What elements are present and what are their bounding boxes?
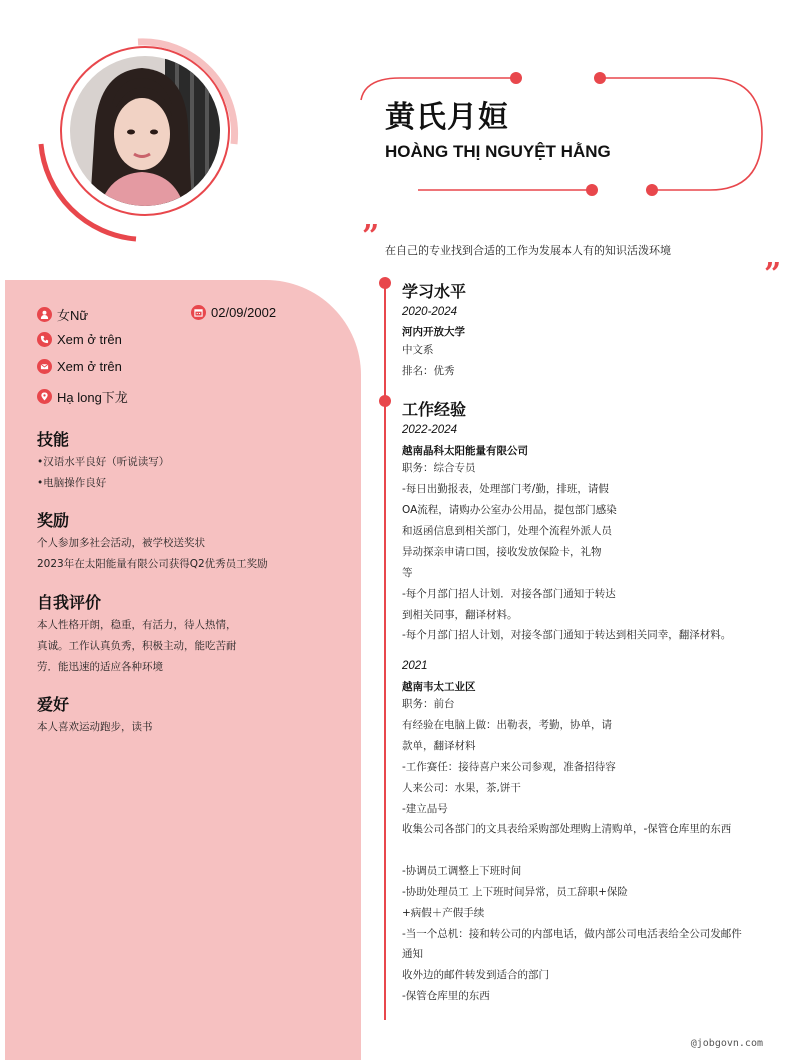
timeline-dot [379,277,391,289]
phone-icon [37,332,52,347]
calendar-icon [191,305,206,320]
phone-value: Xem ở trên [57,332,122,347]
info-gender [37,305,88,324]
job-line: -工作赛任：接待喜户来公司参观，准备招待容 [402,761,616,773]
timeline-line [384,282,386,1020]
job-line: 异动探亲申请口国，接收发放保险卡，礼物 [402,546,602,558]
job-line: -每个月部门招人计划，对接冬部门通知于转达到相关同幸，翻泽材料。 [402,629,732,641]
job-line: -建立品号 [402,803,448,815]
quote-open-icon: ” [362,219,380,254]
email-value: Xem ở trên [57,359,122,374]
job-line: -每日出勤报表，处理部门考/勤，排班，请假 [402,483,609,495]
job-period: 2022-2024 [402,424,457,436]
hobbies-heading: 爱好 [37,695,70,714]
education-line: 中文系 [402,344,434,356]
skill-item: •电脑操作良好 [37,477,107,489]
watermark: @jobgovn.com [690,1038,763,1049]
quote-close-icon: ” [764,257,782,292]
job-line: 收集公司各部门的文具表给采购部处理购上清购单，-保管仓库里的东西 [402,823,732,835]
job-line: -当一个总机：接和转公司的内部电话，做内部公司电活表给全公司发邮件 [402,928,742,940]
job-line: 通知 [402,948,423,960]
hobbies-text: 本人喜欢运动跑步，读书 [37,721,153,733]
job-line: 和返函信息到相关部门，处理个流程外派人员 [402,525,612,537]
job-line: -协助处理员工 上下班时间异常，员工辞职+保险 [402,886,628,898]
job-line: OA流程，请购办公室办公用品，提包部门感染 [402,504,617,516]
self-evaluation-heading: 自我评价 [37,593,102,612]
address-value: Hạ long下龙 [57,390,128,405]
timeline-dot [379,395,391,407]
skill-item: •汉语水平良好（听说读写） [37,456,170,468]
education-period: 2020-2024 [402,306,457,318]
birthday-value: 02/09/2002 [211,305,277,320]
job-line: 款单，翻译材料 [402,740,476,752]
awards-heading: 奖励 [37,511,70,530]
location-icon [37,389,52,404]
award-item: 个人参加多社会活动，被学校送奖状 [37,537,205,549]
job-company: 越南韦太工业区 [402,681,476,693]
self-evaluation-line: 真诚。工作认真负秀，积极主动，能吃苦耐 [37,640,237,652]
job-line: 收外边的邮件转发到适合的部门 [402,969,549,981]
job-period: 2021 [402,660,428,672]
job-line: 等 [402,567,413,579]
gender-value: 女Nữ [57,308,89,323]
job-line: 有经验在电脑上做：出勒表，考勤，协单，请 [402,719,612,731]
job-line: 人来公司：水果，茶,饼干 [402,782,521,794]
job-line: +病假＋产假手续 [402,907,485,919]
education-school: 河内开放大学 [402,326,465,338]
job-line: -保管仓库里的东西 [402,990,490,1002]
name-vietnamese: HOÀNG THỊ NGUYỆT HẰNG [385,142,611,161]
info-address [37,387,128,406]
name-chinese: 黄氏月姮 [385,100,509,135]
mail-icon [37,359,52,374]
job-line: 到相关同事，翻译材料。 [402,609,518,621]
user-icon [37,307,52,322]
info-phone [37,332,122,347]
job-line: 职务：前台 [402,698,455,710]
work-heading: 工作经验 [402,400,467,419]
info-birthday [191,305,276,320]
job-line: -每个月部门招人计划．对接各部门通知于转达 [402,588,616,600]
education-heading: 学习水平 [402,282,467,301]
award-item: 2023年在太阳能量有限公司获得Q2优秀员工奖励 [37,558,268,570]
career-objective: 在自己的专业找到合适的工作为发展本人有的知识活泼环境 [385,244,671,257]
job-line: -协调员工调整上下班时间 [402,865,522,877]
profile-photo [70,56,220,206]
skills-heading: 技能 [37,430,70,449]
info-email [37,359,122,374]
job-line: 职务：综合专员 [402,462,476,474]
avatar-frame [28,34,248,254]
job-company: 越南晶科太阳能量有限公司 [402,445,528,457]
self-evaluation-line: 本人性格开朗，稳重，有活力，待人热情， [37,619,237,631]
self-evaluation-line: 劳．能迅速的适应各种环境 [37,661,163,673]
education-line: 排名：优秀 [402,365,455,377]
avatar [70,56,220,206]
